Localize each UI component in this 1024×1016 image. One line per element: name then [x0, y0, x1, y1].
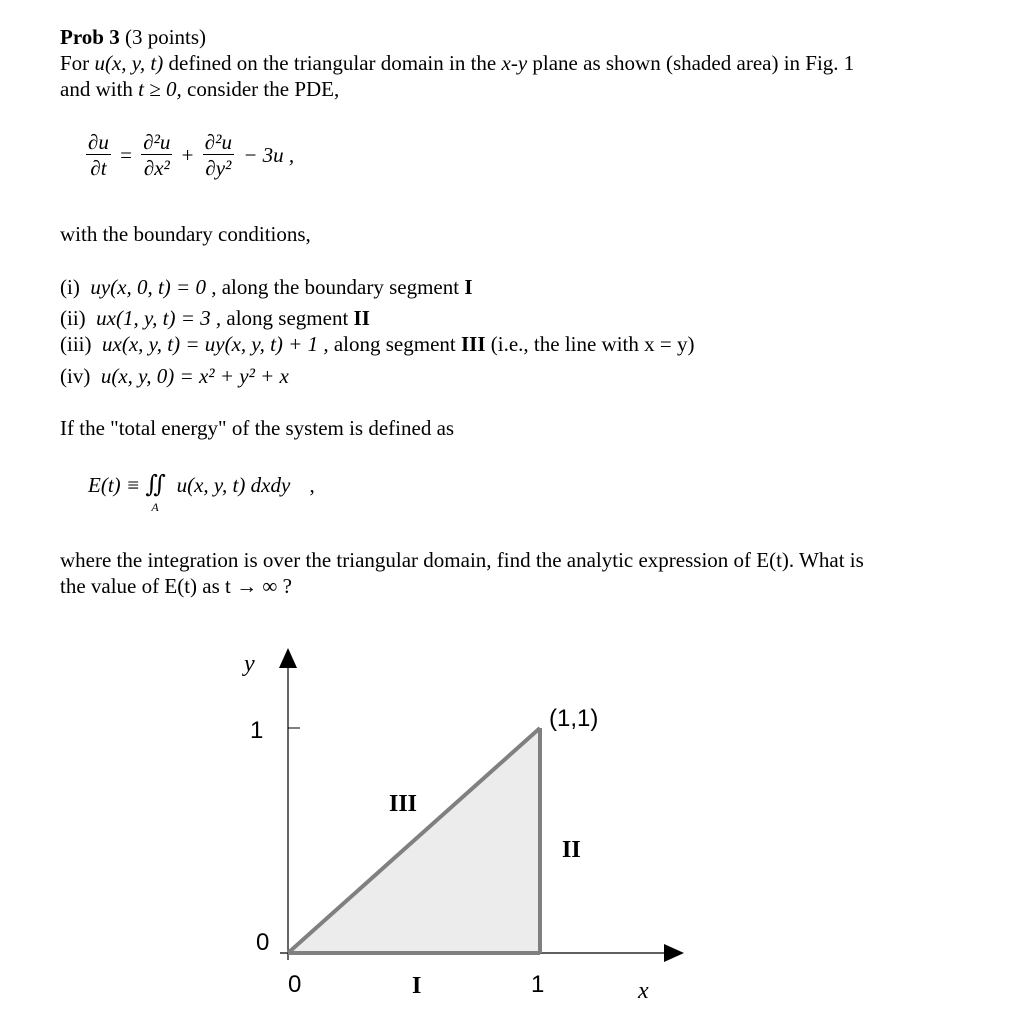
- segment-III-label: III: [389, 791, 418, 817]
- bc-intro: with the boundary conditions,: [60, 222, 311, 246]
- dx2: ∂x²: [143, 156, 170, 180]
- condition-label: (i): [60, 275, 80, 299]
- intro-text: For: [60, 51, 90, 75]
- energy-comma: ,: [309, 473, 315, 497]
- y-axis-arrow-icon: [279, 648, 297, 668]
- x-tick-0-label: 0: [288, 971, 302, 998]
- pde-tail: − 3u ,: [243, 143, 295, 167]
- u-function: u(x, y, t): [94, 51, 164, 75]
- d2u-y: ∂²u: [204, 130, 232, 154]
- x-axis-label: x: [638, 978, 649, 1004]
- condition-text: along the boundary segment: [221, 275, 460, 299]
- intro-text: plane as shown (shaded area) in Fig. 1: [532, 51, 855, 75]
- double-integral: ∬: [145, 472, 166, 498]
- energy-intro: If the "total energy" of the system is defined as: [60, 416, 455, 440]
- integrand: u(x, y, t) dxdy: [176, 473, 291, 497]
- problem-title: Prob 3: [60, 25, 120, 49]
- segment-I-label: I: [412, 973, 422, 999]
- dy2: ∂y²: [205, 156, 232, 180]
- y-axis-label: y: [244, 651, 255, 677]
- xy-plane: x-y: [501, 51, 528, 75]
- dt: ∂t: [90, 156, 107, 180]
- question-line-1: where the integration is over the triangular domain, find the analytic expression of E(t). What is: [60, 548, 864, 572]
- y-tick-1-label: 1: [250, 717, 264, 744]
- question-line-2: the value of E(t) as t → ∞ ?: [60, 574, 292, 598]
- condition-expr: ux(x, y, t) = uy(x, y, t) + 1 ,: [102, 332, 329, 356]
- condition-expr: u(x, y, 0) = x² + y² + x: [100, 364, 289, 388]
- pde-equation: $\frac{\partial u}{\partial t}$ = $\frac{\text{∂²u}}{\text{∂x²}}$ + $\frac{\text{∂²u}}{\text{∂y²}}$ − 3u ,: [88, 130, 295, 180]
- x-axis-arrow-icon: [664, 944, 684, 962]
- time-condition: t ≥ 0,: [138, 77, 182, 101]
- condition-expr: uy(x, 0, t) = 0 ,: [90, 275, 217, 299]
- condition-label: (ii): [60, 306, 86, 330]
- condition-text: along segment: [333, 332, 456, 356]
- integral-domain: A: [151, 500, 159, 514]
- condition-label: (iii): [60, 332, 92, 356]
- condition-text: along segment: [226, 306, 349, 330]
- intro-text: defined on the triangular domain in the: [168, 51, 497, 75]
- problem-points: (3 points): [124, 25, 207, 49]
- condition-label: (iv): [60, 364, 91, 388]
- d2u-x: ∂²u: [143, 130, 171, 154]
- intro-text: and with: [60, 77, 133, 101]
- segment-label: II: [353, 306, 370, 330]
- corner-label: (1,1): [549, 705, 599, 732]
- du: ∂u: [88, 130, 109, 154]
- y-tick-0-label: 0: [256, 929, 270, 956]
- segment-label: I: [464, 275, 473, 299]
- energy-lhs: E(t) ≡: [88, 473, 141, 497]
- x-tick-1-label: 1: [531, 971, 545, 998]
- condition-note: (i.e., the line with x = y): [490, 332, 695, 356]
- intro-text: consider the PDE,: [187, 77, 340, 101]
- condition-expr: ux(1, y, t) = 3 ,: [96, 306, 222, 330]
- segment-II-label: II: [562, 837, 581, 863]
- segment-label: III: [460, 332, 486, 356]
